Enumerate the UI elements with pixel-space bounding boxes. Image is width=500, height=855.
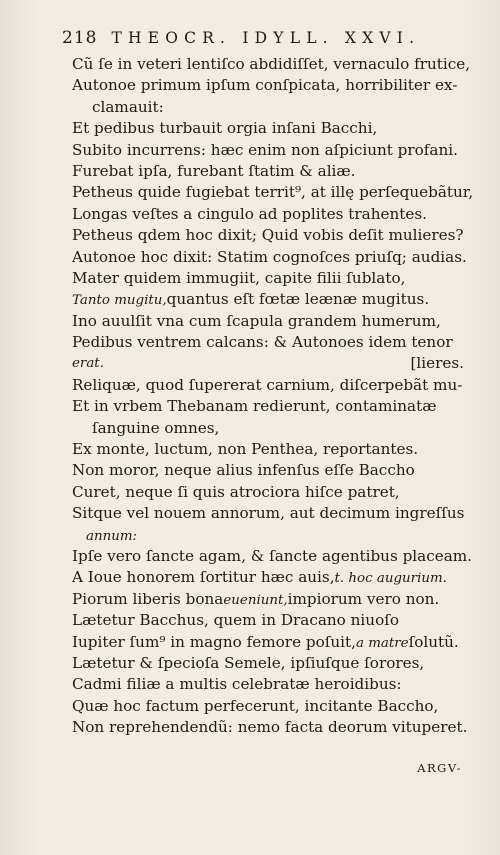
verse-line: Mater quidem immugiit, capite filii ſublato, <box>72 268 406 287</box>
verse-line: Autonoe primum ipſum conſpicata, horribiliter ex- <box>72 76 458 95</box>
italic-variant: erat. <box>72 356 104 372</box>
verse-text <box>72 54 474 739</box>
verse-line: Et in vrbem Thebanam redierunt, contaminatæ <box>72 397 437 416</box>
catchword: ARGV- <box>417 761 462 775</box>
verse-line: Lætetur & ſpecioſa Semele, ipſiuſque ſorores, <box>72 653 425 672</box>
verse-line <box>72 525 464 546</box>
verse-line: Pedibus ventrem calcans: & Autonoes idem tenor <box>72 333 453 352</box>
verse-line: Longas veſtes a cingulo ad poplites trahentes. <box>72 204 427 223</box>
italic-variant: Tanto mugitu, <box>72 293 167 309</box>
italic-variant: eueniunt, <box>223 592 288 608</box>
verse-line: Subito incurrens: hæc enim non aſpiciunt profani. <box>72 140 458 159</box>
page-header <box>62 28 462 50</box>
verse-line: Ipſe vero ſancte agam, & ſancte agentibus placeam. <box>72 546 472 565</box>
verse-line: Reliquæ, quod ſupererat carnium, diſcerpebãt mu- <box>72 375 463 394</box>
verse-line: Piorum liberis bonaeueniunt,impiorum vero non. <box>72 589 440 608</box>
verse-line: Petheus qdem hoc dixit; Quid vobis deſit mulieres? <box>72 226 464 245</box>
verse-line: Curet, neque ſi quis atrociora hiſce patret, <box>72 482 400 501</box>
verse-line: Furebat ipſa, furebant ſtatim & aliæ. <box>72 161 356 180</box>
verse-line: Tanto mugitu,quantus eſt fœtæ leænæ mugitus. <box>72 290 430 309</box>
verse-line: Autonoe hoc dixit: Statim cognoſces priuſq; audias. <box>72 247 467 266</box>
verse-line <box>72 353 464 374</box>
verse-line: Non moror, neque alius infenſus eſſe Baccho <box>72 461 415 480</box>
italic-variant: t. hoc augurium. <box>334 571 447 587</box>
verse-line: Et pedibus turbauit orgia inſani Bacchi, <box>72 119 378 138</box>
page-number: 218 <box>62 28 98 48</box>
verse-line: Petheus quide fugiebat territ⁹, at illę perſequebãtur, <box>72 183 474 202</box>
turnover-word: [lieres. <box>410 354 464 373</box>
verse-line: clamauit: <box>92 97 164 116</box>
italic-variant: a matre <box>355 635 409 651</box>
verse-line: Quæ hoc factum perfecerunt, incitante Baccho, <box>72 696 439 715</box>
verse-line: A Ioue honorem ſortitur hæc auis,t. hoc augurium. <box>72 568 447 587</box>
verse-line: Sitque vel nouem annorum, aut decimum ingreſſus <box>72 504 465 523</box>
verse-line: Ino auulſit vna cum ſcapula grandem humerum, <box>72 311 441 330</box>
verse-line: ſanguine omnes, <box>92 418 220 437</box>
verse-line: Ex monte, luctum, non Penthea, reportantes. <box>72 440 419 459</box>
verse-line: Iupiter ſum⁹ in magno femore poſuit,a matreſolutũ. <box>72 632 459 651</box>
verse-line: Cadmi filiæ a multis celebratæ heroidibus: <box>72 675 402 694</box>
verse-line: Lætetur Bacchus, quem in Dracano niuoſo <box>72 611 399 630</box>
verse-line: Non reprehendendũ: nemo facta deorum vituperet. <box>72 718 468 737</box>
verse-line: Cũ ſe in veteri lentiſco abdidiſſet, vernaculo frutice, <box>72 55 471 73</box>
italic-variant: annum: <box>86 528 138 544</box>
running-head: THEOCR. IDYLL. XXVI. <box>111 29 421 47</box>
